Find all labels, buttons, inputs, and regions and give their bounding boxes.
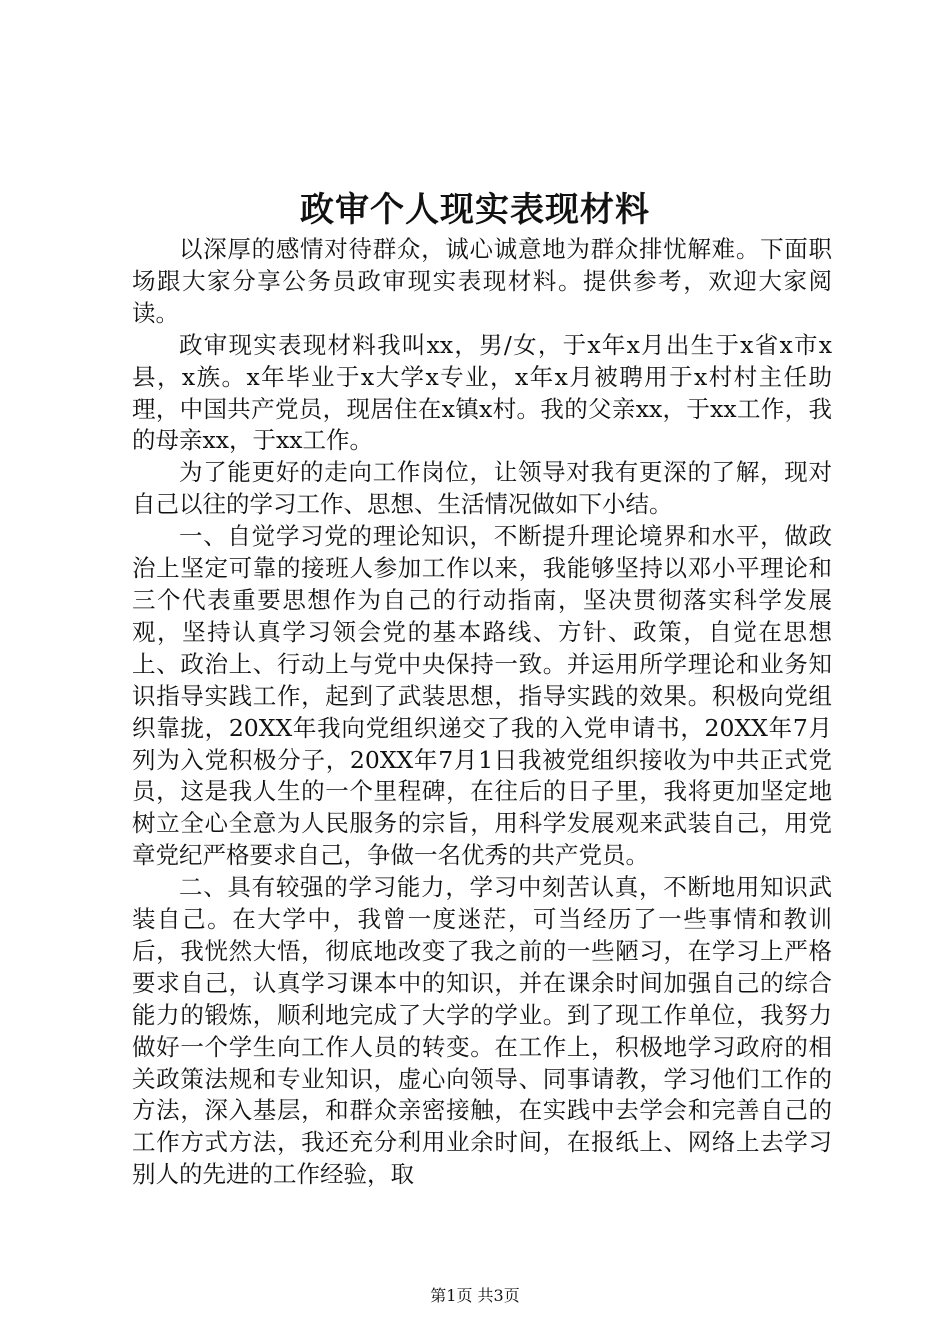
- document-body: [132, 234, 832, 1191]
- paragraph-intro: 以深厚的感情对待群众，诚心诚意地为群众排忧解难。下面职场跟大家分享公务员政审现实表现材料。提供参考，欢迎大家阅读。: [132, 235, 832, 327]
- document-title: 政审个人现实表现材料: [300, 190, 650, 230]
- paragraph-summary-lead: 为了能更好的走向工作岗位，让领导对我有更深的了解，现对自己以往的学习工作、思想、生活情况做如下小结。: [132, 458, 832, 519]
- paragraph-section-one: 一、自觉学习党的理论知识，不断提升理论境界和水平，做政治上坚定可靠的接班人参加工作以来，我能够坚持以邓小平理论和三个代表重要思想作为自己的行动指南，坚决贯彻落实科学发展观，坚持认真学习领会党的基本路线、方针、政策，自觉在思想上、政治上、行动上与党中央保持一致。并运用所学理论和业务知识指导实践工作，起到了武装思想，指导实践的效果。积极向党组织靠拢，20XX年我向党组织递交了我的入党申请书，20XX年7月列为入党积极分子，20XX年7月1日我被党组织接收为中共正式党员，这是我人生的一个里程碑，在往后的日子里，我将更加坚定地树立全心全意为人民服务的宗旨，用科学发展观来武装自己，用党章党纪严格要求自己，争做一名优秀的共产党员。: [132, 522, 832, 870]
- paragraph-personal-info: 政审现实表现材料我叫xx，男/女，于x年x月出生于x省x市x县，x族。x年毕业于x大学x专业，x年x月被聘用于x村村主任助理，中国共产党员，现居住在x镇x村。我的父亲xx，于xx工作，我的母亲xx，于xx工作。: [132, 330, 832, 455]
- page-footer: 第1页 共3页: [430, 1286, 520, 1305]
- paragraph-section-two: 二、具有较强的学习能力，学习中刻苦认真，不断地用知识武装自己。在大学中，我曾一度迷茫，可当经历了一些事情和教训后，我恍然大悟，彻底地改变了我之前的一些陋习，在学习上严格要求自己，认真学习课本中的知识，并在课余时间加强自己的综合能力的锻炼，顺利地完成了大学的学业。到了现工作单位，我努力做好一个学生向工作人员的转变。在工作上，积极地学习政府的相关政策法规和专业知识，虚心向领导、同事请教，学习他们工作的方法，深入基层，和群众亲密接触，在实践中去学会和完善自己的工作方式方法，我还充分利用业余时间，在报纸上、网络上去学习别人的先进的工作经验，取: [132, 873, 832, 1189]
